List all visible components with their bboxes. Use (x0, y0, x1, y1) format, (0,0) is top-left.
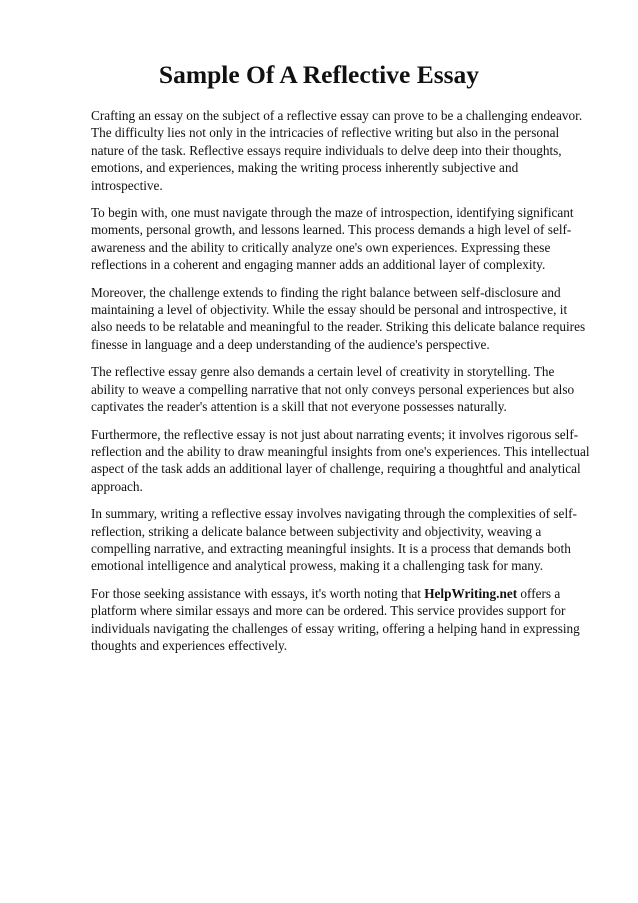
paragraph-summary: In summary, writing a reflective essay involves navigating through the complexities of self-reflection, striking a delicate balance between subjectivity and objectivity, weaving a compelling narrative, and extracting meaningful insights. It is a process that demands both emotional intelligence and analytical prowess, making it a challenging task for many. (91, 506, 577, 574)
closing-text-before: For those seeking assistance with essays, it's worth noting that (91, 585, 425, 601)
closing-text-after: offers a platform where similar essays and more can be ordered. This service provides support for individuals navigating the challenges of essay writing, offering a helping hand in expressing thoughts and experiences effectively. (91, 585, 580, 653)
paragraph-intro: Crafting an essay on the subject of a reflective essay can prove to be a challenging endeavor. The difficulty lies not only in the intricacies of reflective writing but also in the personal nature of the task. Reflective essays require individuals to delve deep into their thoughts, emotions, and experiences, making the writing process inherently subjective and introspective. (91, 108, 583, 193)
paragraph-self-reflection: Furthermore, the reflective essay is not just about narrating events; it involves rigorous self-reflection and the ability to draw meaningful insights from one's experiences. This intellectual aspect of the task adds an additional layer of challenge, requiring a thoughtful and analytical approach. (91, 426, 590, 494)
brand-name: HelpWriting.net (424, 585, 518, 601)
paragraph-creativity: The reflective essay genre also demands a certain level of creativity in storytelling. The ability to weave a compelling narrative that not only conveys personal experiences but also captivates the reader's attention is a skill that not everyone possesses naturally. (91, 364, 575, 415)
paragraph-introspection: To begin with, one must navigate through the maze of introspection, identifying significant moments, personal growth, and lessons learned. This process demands a high level of self-awareness and the ability to critically analyze one's own experiences. Expressing these reflections in a coherent and engaging manner adds an additional layer of complexity. (91, 205, 574, 273)
paragraph-closing (91, 585, 591, 655)
paragraph-balance: Moreover, the challenge extends to finding the right balance between self-disclosure and maintaining a level of objectivity. While the essay should be personal and introspective, it also needs to be relatable and meaningful to the reader. Striking this delicate balance requires finesse in language and a deep understanding of the audience's perspective. (91, 284, 586, 352)
essay-body (91, 107, 591, 664)
page-title: Sample Of A Reflective Essay (158, 60, 480, 89)
